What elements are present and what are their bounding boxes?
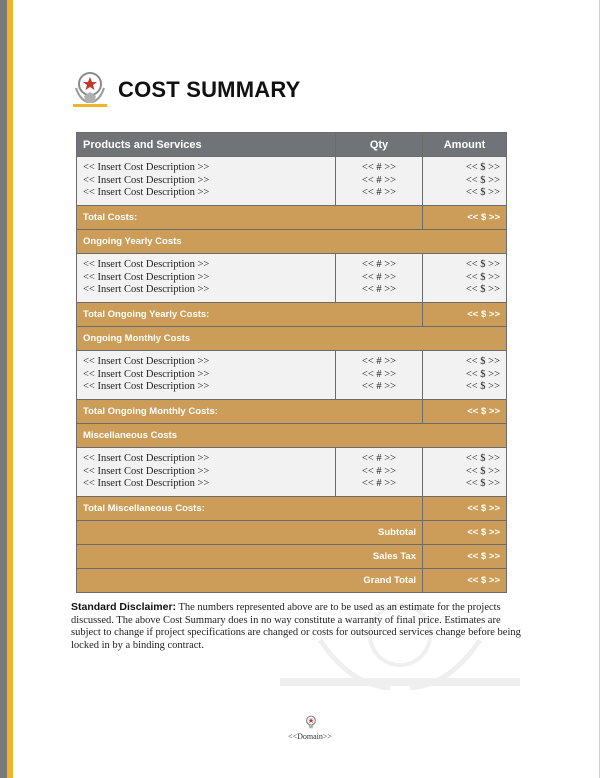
summary-row bbox=[77, 569, 507, 593]
item-amount: << $ >> bbox=[465, 465, 500, 477]
item-amount: << $ >> bbox=[465, 284, 500, 296]
item-qty: << # >> bbox=[361, 271, 397, 283]
item-qty-cell bbox=[336, 351, 423, 400]
item-description-cell bbox=[77, 157, 336, 206]
item-description-cell bbox=[77, 351, 336, 400]
section-total-value: << $ >> bbox=[423, 206, 507, 230]
item-amount: << $ >> bbox=[465, 356, 500, 368]
item-amount: << $ >> bbox=[465, 368, 500, 380]
section-total-value: << $ >> bbox=[423, 497, 507, 521]
item-description: << Insert Cost Description >> bbox=[83, 453, 210, 465]
item-qty: << # >> bbox=[361, 453, 397, 465]
items-row bbox=[77, 157, 507, 206]
summary-label: Grand Total bbox=[77, 569, 423, 593]
section-title-row bbox=[77, 327, 507, 351]
item-description: << Insert Cost Description >> bbox=[83, 259, 210, 271]
section-title-row bbox=[77, 230, 507, 254]
item-description: << Insert Cost Description >> bbox=[83, 271, 210, 283]
item-description-cell bbox=[77, 448, 336, 497]
section-total-value: << $ >> bbox=[423, 303, 507, 327]
item-qty-cell bbox=[336, 448, 423, 497]
item-description: << Insert Cost Description >> bbox=[83, 356, 210, 368]
item-description-cell bbox=[77, 254, 336, 303]
summary-value: << $ >> bbox=[423, 545, 507, 569]
header-products: Products and Services bbox=[77, 133, 336, 157]
item-description: << Insert Cost Description >> bbox=[83, 465, 210, 477]
items-row bbox=[77, 254, 507, 303]
item-qty: << # >> bbox=[361, 465, 397, 477]
section-total-row bbox=[77, 206, 507, 230]
summary-row bbox=[77, 545, 507, 569]
section-total-row bbox=[77, 303, 507, 327]
section-total-label: Total Costs: bbox=[77, 206, 423, 230]
item-amount-cell bbox=[423, 157, 507, 206]
item-qty-cell bbox=[336, 254, 423, 303]
header-amount: Amount bbox=[423, 133, 507, 157]
crest-logo-icon bbox=[70, 70, 110, 110]
item-amount-cell bbox=[423, 254, 507, 303]
section-total-row bbox=[77, 497, 507, 521]
item-amount-cell bbox=[423, 448, 507, 497]
section-total-label: Total Ongoing Monthly Costs: bbox=[77, 400, 423, 424]
section-title: Ongoing Yearly Costs bbox=[77, 230, 507, 254]
item-qty: << # >> bbox=[361, 284, 397, 296]
summary-value: << $ >> bbox=[423, 569, 507, 593]
item-amount: << $ >> bbox=[465, 259, 500, 271]
header-qty: Qty bbox=[336, 133, 423, 157]
item-description: << Insert Cost Description >> bbox=[83, 187, 210, 199]
section-total-label: Total Miscellaneous Costs: bbox=[77, 497, 423, 521]
item-amount: << $ >> bbox=[465, 271, 500, 283]
item-amount: << $ >> bbox=[465, 381, 500, 393]
disclaimer-text: The numbers represented above are to be used as an estimate for the projects discussed. The above Cost Summary does in no way constitute a warranty of final price. Estimates are subject to change if project specifications are changed or costs for outsourced services change before being locked in by a binding contract. bbox=[71, 602, 521, 651]
item-description: << Insert Cost Description >> bbox=[83, 162, 210, 174]
section-title: Ongoing Monthly Costs bbox=[77, 327, 507, 351]
item-description: << Insert Cost Description >> bbox=[83, 368, 210, 380]
section-total-value: << $ >> bbox=[423, 400, 507, 424]
items-row bbox=[77, 351, 507, 400]
item-amount-cell bbox=[423, 351, 507, 400]
item-qty: << # >> bbox=[361, 478, 397, 490]
item-qty-cell bbox=[336, 157, 423, 206]
item-qty: << # >> bbox=[361, 356, 397, 368]
section-total-row bbox=[77, 400, 507, 424]
left-gray-bar bbox=[0, 0, 7, 778]
item-amount: << $ >> bbox=[465, 478, 500, 490]
item-qty: << # >> bbox=[361, 174, 397, 186]
item-qty: << # >> bbox=[361, 381, 397, 393]
section-title: Miscellaneous Costs bbox=[77, 424, 507, 448]
section-title-row bbox=[77, 424, 507, 448]
item-description: << Insert Cost Description >> bbox=[83, 284, 210, 296]
item-qty: << # >> bbox=[361, 187, 397, 199]
page-header bbox=[70, 70, 300, 110]
summary-label: Sales Tax bbox=[77, 545, 423, 569]
item-qty: << # >> bbox=[361, 368, 397, 380]
footer-domain: <<Domain>> bbox=[288, 732, 332, 741]
item-qty: << # >> bbox=[361, 259, 397, 271]
cost-table bbox=[76, 132, 507, 593]
item-amount: << $ >> bbox=[465, 453, 500, 465]
page-title: COST SUMMARY bbox=[118, 77, 301, 102]
item-description: << Insert Cost Description >> bbox=[83, 478, 210, 490]
item-amount: << $ >> bbox=[465, 174, 500, 186]
summary-row bbox=[77, 521, 507, 545]
standard-disclaimer bbox=[71, 601, 521, 652]
section-total-label: Total Ongoing Yearly Costs: bbox=[77, 303, 423, 327]
left-gold-bar bbox=[7, 0, 13, 778]
summary-value: << $ >> bbox=[423, 521, 507, 545]
disclaimer-label: Standard Disclaimer: bbox=[71, 601, 177, 613]
item-description: << Insert Cost Description >> bbox=[83, 381, 210, 393]
item-description: << Insert Cost Description >> bbox=[83, 174, 210, 186]
footer-crest-icon bbox=[303, 715, 319, 731]
summary-label: Subtotal bbox=[77, 521, 423, 545]
item-amount: << $ >> bbox=[465, 187, 500, 199]
items-row bbox=[77, 448, 507, 497]
table-header-row bbox=[77, 133, 507, 157]
item-qty: << # >> bbox=[361, 162, 397, 174]
item-amount: << $ >> bbox=[465, 162, 500, 174]
